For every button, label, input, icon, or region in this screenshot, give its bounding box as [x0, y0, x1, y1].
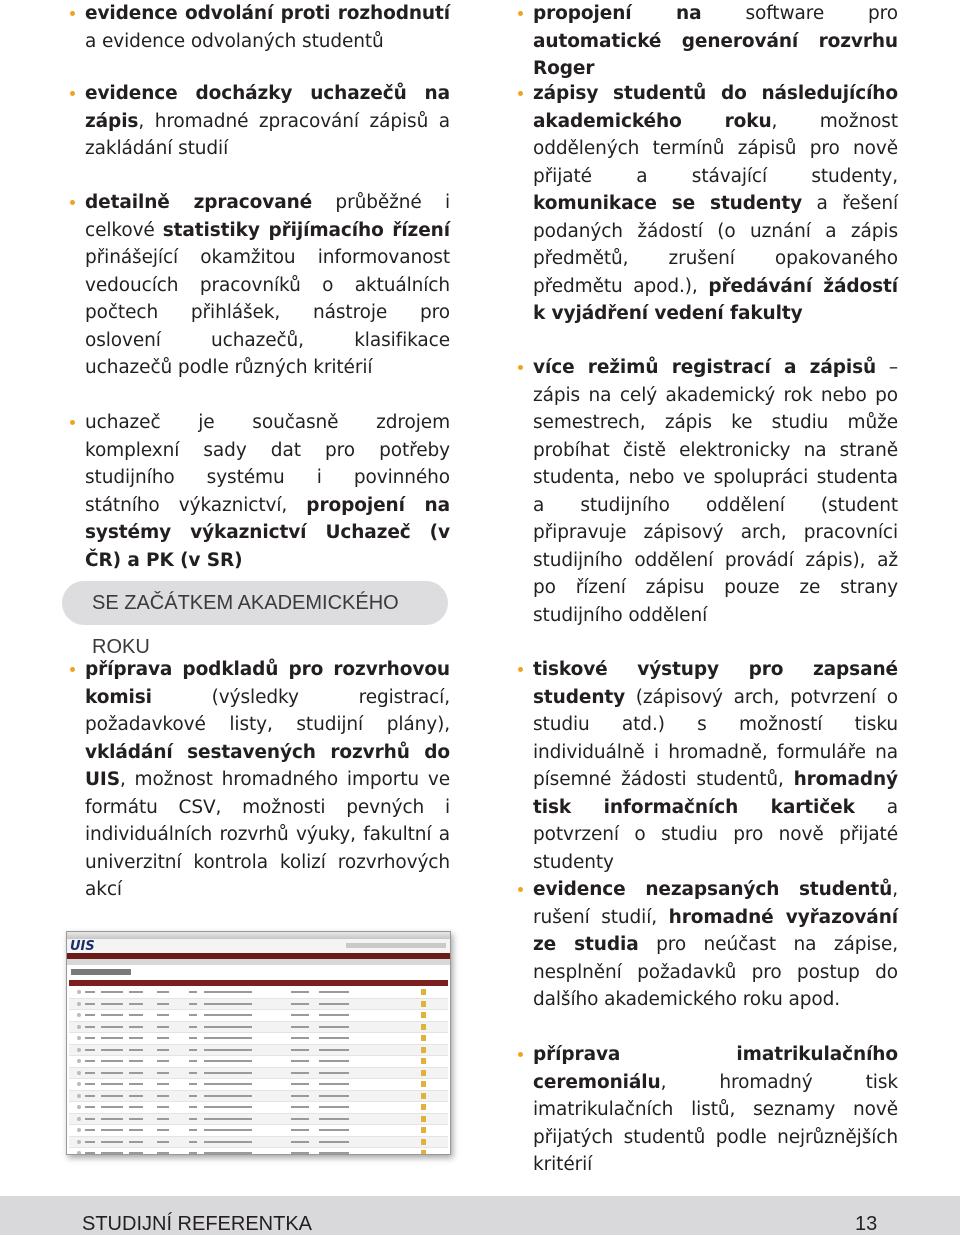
- table-cell: [319, 1083, 349, 1085]
- table-cell: [189, 1026, 197, 1028]
- edit-icon: [421, 1139, 426, 1145]
- row-status-icon: [77, 1013, 81, 1017]
- uis-logo: UIS: [70, 939, 95, 954]
- row-status-icon: [77, 1094, 81, 1098]
- table-cell: [85, 1141, 95, 1143]
- table-cell: [291, 1026, 309, 1028]
- table-cell: [291, 991, 309, 993]
- table-cell: [157, 1141, 169, 1143]
- list-item: [70, 656, 450, 904]
- text: průběžné i celkové: [85, 192, 450, 241]
- table-cell: [319, 1037, 349, 1039]
- table-cell: [157, 1095, 169, 1097]
- edit-icon: [421, 1093, 426, 1099]
- table-cell: [101, 1152, 123, 1154]
- table-cell: [291, 1141, 309, 1143]
- table-cell: [204, 1129, 252, 1131]
- bold-text: předávání žádostí k vyjádření vedení fakulty: [533, 275, 898, 324]
- edit-icon: [421, 1024, 426, 1030]
- bold-text: propojení na: [533, 3, 702, 24]
- app-header: [67, 939, 450, 953]
- table-cell: [129, 1026, 143, 1028]
- text: , možnost oddělených termínů zápisů pro nově přijaté a stávající studenty,: [533, 110, 898, 187]
- table-row: [69, 987, 448, 999]
- table-row: [69, 1102, 448, 1114]
- row-status-icon: [77, 1128, 81, 1132]
- text: přinášející okamžitou informovanost vedoucích pracovníků o aktuálních počtech přihlášek, nástroje pro oslovení uchazečů, klasifikace uchazečů podle různých kritérií: [85, 247, 450, 378]
- table-cell: [319, 1118, 349, 1120]
- table-cell: [101, 1014, 123, 1016]
- table-cell: [319, 1106, 349, 1108]
- table-cell: [204, 1003, 252, 1005]
- edit-icon: [421, 1104, 426, 1110]
- table-cell: [101, 991, 123, 993]
- bold-text: vkládání sestavených rozvrhů do UIS: [85, 741, 450, 790]
- table-cell: [291, 1083, 309, 1085]
- list-item: [518, 0, 898, 83]
- table-cell: [129, 1037, 143, 1039]
- table-cell: [101, 1072, 123, 1074]
- table-cell: [189, 1037, 197, 1039]
- bold-text: evidence docházky uchazečů na zápis: [85, 83, 450, 132]
- table-cell: [204, 1014, 252, 1016]
- table-cell: [291, 1118, 309, 1120]
- table-cell: [129, 1129, 143, 1131]
- edit-icon: [421, 1035, 426, 1041]
- uis-screenshot: [66, 931, 451, 1155]
- row-status-icon: [77, 1025, 81, 1029]
- row-status-icon: [77, 1048, 81, 1052]
- table-cell: [129, 1060, 143, 1062]
- text: , rušení studií,: [533, 879, 898, 928]
- section-heading: SE ZAČÁTKEM AKADEMICKÉHO ROKU: [62, 581, 448, 625]
- table-cell: [129, 1072, 143, 1074]
- table-cell: [85, 1014, 95, 1016]
- text: , možnost hromadného importu ve formátu CSV, možnosti pevných i individuálních rozvrhů výuky, fakultní a univerzitní kontrola kolizí rozvrhových akcí: [85, 769, 450, 900]
- list-item: [70, 0, 450, 55]
- table-cell: [85, 1049, 95, 1051]
- table-cell: [291, 1106, 309, 1108]
- list-item: [518, 876, 898, 1014]
- table-header: [69, 980, 448, 986]
- list-item: [70, 80, 450, 163]
- list-item: [70, 189, 450, 382]
- table-cell: [157, 1037, 169, 1039]
- table-cell: [85, 1095, 95, 1097]
- bold-text: více režimů registrací a zápisů: [533, 357, 877, 378]
- table-cell: [85, 1152, 95, 1154]
- table-cell: [101, 1026, 123, 1028]
- table-cell: [189, 1118, 197, 1120]
- table-cell: [129, 1152, 143, 1154]
- table-cell: [85, 1026, 95, 1028]
- page-title: [71, 969, 131, 975]
- bold-text: propojení na systémy výkaznictví Uchazeč (v ČR) a PK (v SR): [85, 494, 450, 571]
- table-cell: [204, 1037, 252, 1039]
- table-cell: [157, 1026, 169, 1028]
- table-cell: [129, 1141, 143, 1143]
- table-cell: [291, 1037, 309, 1039]
- row-status-icon: [77, 1036, 81, 1040]
- table-cell: [189, 1106, 197, 1108]
- table-cell: [291, 1152, 309, 1154]
- table-cell: [189, 1060, 197, 1062]
- table-cell: [85, 1037, 95, 1039]
- table-cell: [189, 1095, 197, 1097]
- list-item: [518, 656, 898, 876]
- table-cell: [157, 991, 169, 993]
- table-cell: [291, 1014, 309, 1016]
- table-cell: [101, 1095, 123, 1097]
- edit-icon: [421, 1081, 426, 1087]
- edit-icon: [421, 1058, 426, 1064]
- table-cell: [101, 1037, 123, 1039]
- page-number: 13: [855, 1213, 878, 1235]
- table-cell: [157, 1152, 169, 1154]
- table-cell: [157, 1129, 169, 1131]
- table-cell: [204, 1095, 252, 1097]
- table-cell: [189, 1152, 197, 1154]
- row-status-icon: [77, 1059, 81, 1063]
- table-cell: [101, 1060, 123, 1062]
- table-cell: [85, 1060, 95, 1062]
- bold-text: komunikace se studenty: [533, 193, 803, 214]
- text: a řešení podaných žádostí (o uznání a zápis předmětů, zrušení opakovaného předmětu apod.),: [533, 193, 899, 297]
- list-item: [518, 80, 898, 328]
- table-cell: [204, 1026, 252, 1028]
- table-cell: [319, 991, 349, 993]
- edit-icon: [421, 1127, 426, 1133]
- table-cell: [189, 1129, 197, 1131]
- table-row: [69, 999, 448, 1011]
- table-cell: [129, 1003, 143, 1005]
- table-cell: [129, 991, 143, 993]
- edit-icon: [421, 1150, 426, 1155]
- bold-text: hromadné vyřazování ze studia: [533, 906, 899, 955]
- bold-text: příprava imatrikulačního ceremoniálu: [533, 1044, 898, 1093]
- table-cell: [291, 1003, 309, 1005]
- table-cell: [204, 1141, 252, 1143]
- row-status-icon: [77, 1082, 81, 1086]
- table-cell: [189, 1141, 197, 1143]
- text: software pro: [701, 3, 899, 24]
- table-cell: [204, 1106, 252, 1108]
- table-cell: [319, 1003, 349, 1005]
- table-row: [69, 1022, 448, 1034]
- text: a evidence odvolaných studentů: [85, 30, 384, 52]
- edit-icon: [421, 1001, 426, 1007]
- table-cell: [319, 1141, 349, 1143]
- table-cell: [291, 1095, 309, 1097]
- table-cell: [291, 1049, 309, 1051]
- table-row: [69, 1148, 448, 1155]
- table-cell: [157, 1072, 169, 1074]
- table-cell: [129, 1049, 143, 1051]
- table-row: [69, 1125, 448, 1137]
- table-row: [69, 1079, 448, 1091]
- table-cell: [85, 1129, 95, 1131]
- row-status-icon: [77, 1002, 81, 1006]
- table-cell: [204, 1072, 252, 1074]
- table-cell: [101, 1129, 123, 1131]
- bold-text: příprava podkladů pro rozvrhovou komisi: [85, 659, 450, 708]
- bold-text: detailně zpracované: [85, 192, 313, 213]
- table-cell: [157, 1118, 169, 1120]
- row-status-icon: [77, 1151, 81, 1155]
- text: – zápis na celý akademický rok nebo po semestrech, zápis ke studiu může probíhat čistě elektronicky na straně studenta, nebo ve spolupráci studenta a studijního oddělení (student připravuje zápisový arch, pracovníci studijního oddělení provádí zápis), až po řízení zápisu pouze ze strany studijního oddělení: [533, 357, 898, 626]
- table-cell: [85, 991, 95, 993]
- table-cell: [157, 1106, 169, 1108]
- table-row: [69, 1033, 448, 1045]
- table-cell: [204, 1049, 252, 1051]
- row-status-icon: [77, 990, 81, 994]
- edit-icon: [421, 1012, 426, 1018]
- edit-icon: [421, 1116, 426, 1122]
- bold-text: statistiky přijímacího řízení: [162, 219, 450, 241]
- table-cell: [101, 1003, 123, 1005]
- table-row: [69, 1091, 448, 1103]
- table-cell: [101, 1049, 123, 1051]
- bold-text: evidence odvolání proti rozhodnutí: [85, 3, 450, 24]
- table-row: [69, 1114, 448, 1126]
- table-cell: [101, 1118, 123, 1120]
- row-status-icon: [77, 1140, 81, 1144]
- text: , hromadné zpracování zápisů a zakládání studií: [85, 110, 450, 159]
- table-cell: [157, 1083, 169, 1085]
- table-cell: [129, 1118, 143, 1120]
- window-titlebar: [67, 932, 450, 939]
- bold-text: evidence nezapsaných studentů: [533, 879, 893, 900]
- table-cell: [319, 1060, 349, 1062]
- table-cell: [101, 1106, 123, 1108]
- list-item: [518, 354, 898, 629]
- row-status-icon: [77, 1071, 81, 1075]
- table-cell: [85, 1118, 95, 1120]
- table-rows: [69, 987, 448, 1155]
- text: uchazeč je současně zdrojem komplexní sady dat pro potřeby studijního systému i povinného státního výkaznictví,: [85, 412, 450, 516]
- table-row: [69, 1137, 448, 1149]
- table-row: [69, 1010, 448, 1022]
- table-cell: [291, 1129, 309, 1131]
- bold-text: hromadný tisk informačních kartiček: [533, 769, 898, 818]
- bold-text: automatické generování rozvrhu Roger: [533, 30, 898, 79]
- table-cell: [204, 1060, 252, 1062]
- list-item: [518, 1041, 898, 1179]
- table-cell: [189, 1014, 197, 1016]
- list-item: [70, 409, 450, 574]
- table-cell: [204, 1083, 252, 1085]
- table-cell: [85, 1106, 95, 1108]
- table-cell: [319, 1026, 349, 1028]
- table-cell: [189, 1003, 197, 1005]
- header-controls: [346, 943, 446, 948]
- table-cell: [319, 1049, 349, 1051]
- table-cell: [85, 1072, 95, 1074]
- table-cell: [157, 1003, 169, 1005]
- edit-icon: [421, 1047, 426, 1053]
- text: a potvrzení o studiu pro nově přijaté studenty: [533, 796, 898, 873]
- table-row: [69, 1068, 448, 1080]
- table-row: [69, 1056, 448, 1068]
- text: (výsledky registrací, požadavkové listy, studijní plány),: [85, 686, 450, 735]
- table-cell: [129, 1014, 143, 1016]
- table-cell: [85, 1003, 95, 1005]
- table-cell: [85, 1083, 95, 1085]
- edit-icon: [421, 989, 426, 995]
- table-cell: [101, 1141, 123, 1143]
- edit-icon: [421, 1070, 426, 1076]
- table-cell: [101, 1083, 123, 1085]
- table-cell: [319, 1095, 349, 1097]
- table-cell: [291, 1072, 309, 1074]
- row-status-icon: [77, 1117, 81, 1121]
- row-status-icon: [77, 1105, 81, 1109]
- table-cell: [319, 1129, 349, 1131]
- table-cell: [129, 1106, 143, 1108]
- table-cell: [189, 1049, 197, 1051]
- table-cell: [204, 991, 252, 993]
- sub-navigation-bar: [67, 959, 450, 965]
- bold-text: zápisy studentů do následujícího akademického roku: [533, 83, 898, 132]
- table-cell: [319, 1152, 349, 1154]
- table-cell: [189, 1083, 197, 1085]
- table-cell: [189, 1072, 197, 1074]
- table-cell: [157, 1014, 169, 1016]
- text: pro neúčast na zápise, nesplnění požadavků pro postup do dalšího akademického roku apod.: [533, 934, 898, 1010]
- table-cell: [291, 1060, 309, 1062]
- text: , hromadný tisk imatrikulačních listů, seznamy nově přijatých studentů podle nejrůznějších kritérií: [533, 1071, 898, 1175]
- table-cell: [157, 1049, 169, 1051]
- table-cell: [319, 1072, 349, 1074]
- table-cell: [129, 1083, 143, 1085]
- footer-title: STUDIJNÍ REFERENTKA: [82, 1213, 313, 1235]
- table-cell: [189, 991, 197, 993]
- table-row: [69, 1045, 448, 1057]
- table-cell: [204, 1152, 252, 1154]
- table-cell: [129, 1095, 143, 1097]
- bold-text: tiskové výstupy pro zapsané studenty: [533, 659, 898, 708]
- text: (zápisový arch, potvrzení o studiu atd.) s možností tisku individuálně i hromadně, formuláře na písemné žádosti studentů,: [533, 686, 898, 790]
- table-cell: [319, 1014, 349, 1016]
- table-cell: [157, 1060, 169, 1062]
- table-cell: [204, 1118, 252, 1120]
